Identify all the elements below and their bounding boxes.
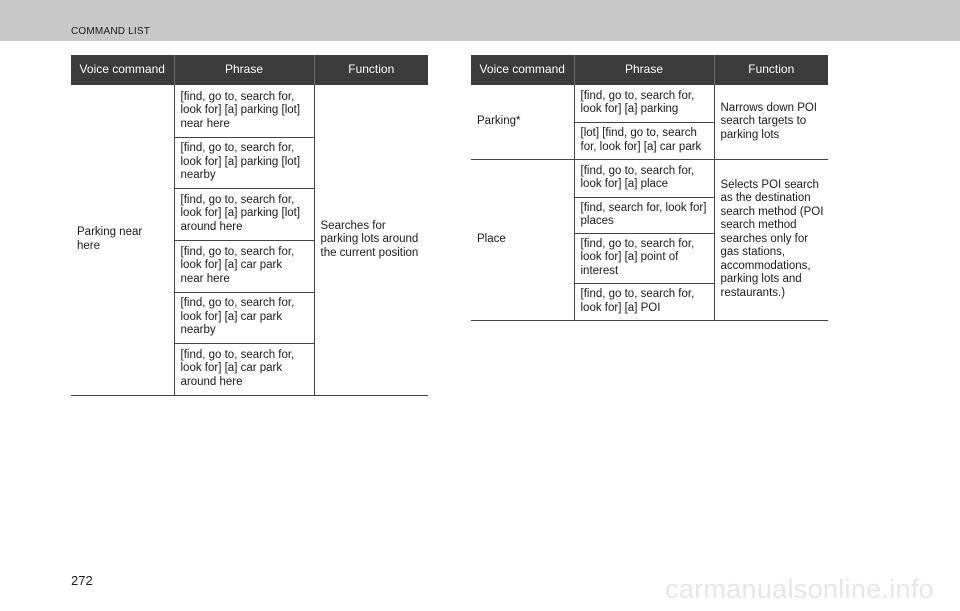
column-header-phrase: Phrase <box>174 55 314 85</box>
command-table-right <box>471 55 828 321</box>
column-header-voice-command: Voice command <box>71 55 174 85</box>
voice-command-cell: Place <box>471 159 574 320</box>
phrase-cell: [find, go to, search for, look for] [a] POI <box>574 283 714 320</box>
phrase-cell: [find, go to, search for, look for] [a] parking [lot] around here <box>174 188 314 240</box>
voice-command-cell: Parking near here <box>71 85 174 395</box>
page-number: 272 <box>71 573 93 588</box>
phrase-cell: [find, search for, look for] places <box>574 197 714 233</box>
phrase-cell: [find, go to, search for, look for] [a] parking <box>574 85 714 122</box>
phrase-cell: [find, go to, search for, look for] [a] parking [lot] nearby <box>174 137 314 188</box>
function-cell: Searches for parking lots around the current position <box>314 85 428 395</box>
function-cell: Narrows down POI search targets to parking lots <box>714 85 828 159</box>
command-table-left <box>71 55 428 396</box>
column-header-function: Function <box>714 55 828 85</box>
watermark: carmanualsonline.info <box>665 574 934 604</box>
phrase-cell: [find, go to, search for, look for] [a] car park nearby <box>174 292 314 343</box>
voice-command-cell: Parking* <box>471 85 574 159</box>
phrase-cell: [find, go to, search for, look for] [a] point of interest <box>574 233 714 283</box>
phrase-cell: [lot] [find, go to, search for, look for] [a] car park <box>574 122 714 159</box>
column-header-phrase: Phrase <box>574 55 714 85</box>
function-cell: Selects POI search as the destination search method (POI search method searches only for gas stations, accommodations, parking lots and restaurants.) <box>714 159 828 320</box>
page-header-title: COMMAND LIST <box>71 26 151 37</box>
phrase-cell: [find, go to, search for, look for] [a] car park near here <box>174 240 314 292</box>
column-header-function: Function <box>314 55 428 85</box>
column-header-voice-command: Voice command <box>471 55 574 85</box>
phrase-cell: [find, go to, search for, look for] [a] car park around here <box>174 343 314 395</box>
phrase-cell: [find, go to, search for, look for] [a] place <box>574 159 714 197</box>
phrase-cell: [find, go to, search for, look for] [a] parking [lot] near here <box>174 85 314 137</box>
